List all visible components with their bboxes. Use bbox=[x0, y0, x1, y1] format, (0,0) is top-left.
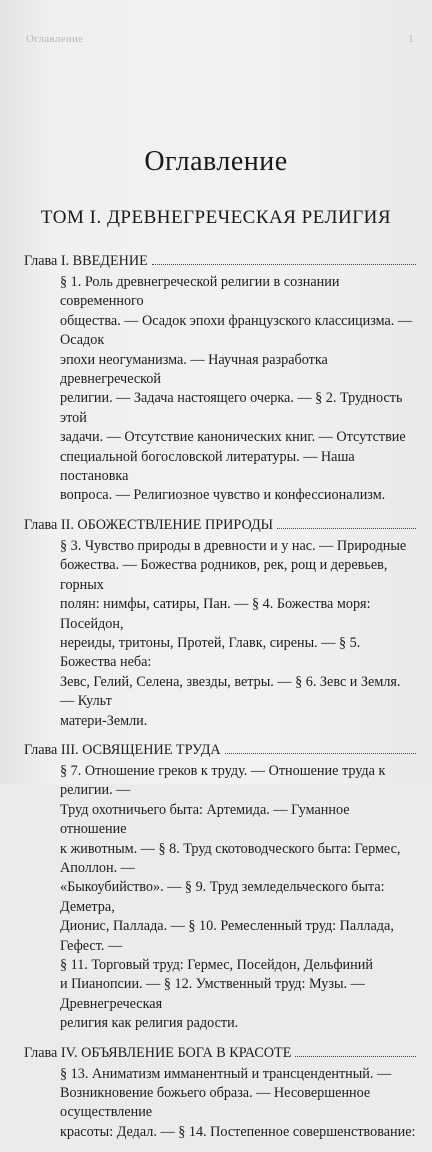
volume-heading: ТОМ I. ДРЕВНЕГРЕЧЕСКАЯ РЕЛИГИЯ bbox=[40, 207, 392, 228]
summary-line: вопроса. — Религиозное чувство и конфессионализм. bbox=[60, 487, 386, 504]
summary-line: полян: нимфы, сатиры, Пан. — § 4. Божества моря: Посейдон, bbox=[60, 596, 371, 632]
summary-line: § 13. Аниматизм имманентный и трансцендентный. — bbox=[60, 1065, 392, 1082]
summary-line: божества. — Божества родников, рек, рощ и деревьев, горных bbox=[60, 557, 388, 593]
summary-line: Возникновение божьего образа. — Несовершенное осуществление bbox=[60, 1085, 371, 1121]
chapter-summary bbox=[24, 762, 418, 1034]
summary-line: религии. — Задача настоящего очерка. — § 2. Трудность этой bbox=[60, 390, 403, 426]
summary-line: красоты: Дедал. — § 14. Постепенное совершенствование: bbox=[60, 1123, 416, 1140]
summary-line: «Быкоубийство». — § 9. Труд земледельческого быта: Деметра, bbox=[60, 879, 385, 915]
summary-line: религия как религия радости. bbox=[60, 1015, 239, 1032]
summary-line: § 11. Торговый труд: Гермес, Посейдон, Дельфиний bbox=[60, 957, 373, 973]
dot-leader bbox=[152, 264, 416, 265]
chapter-title: Глава I. ВВЕДЕНИЕ bbox=[24, 253, 148, 269]
table-of-contents bbox=[24, 252, 418, 1152]
chapter-summary bbox=[24, 1065, 418, 1143]
summary-line: задачи. — Отсутствие канонических книг. — Отсутствие bbox=[60, 429, 406, 446]
chapter-2 bbox=[24, 516, 418, 731]
summary-line: Дионис, Паллада. — § 10. Ремесленный труд: Паллада, Гефест. — bbox=[60, 918, 394, 954]
chapter-summary bbox=[24, 537, 418, 731]
summary-line: специальной богословской литературы. — Наша постановка bbox=[60, 448, 355, 485]
chapter-title: Глава III. ОСВЯЩЕНИЕ ТРУДА bbox=[24, 741, 221, 758]
chapter-4 bbox=[24, 1044, 418, 1143]
dot-leader bbox=[295, 1056, 416, 1057]
summary-line: общества. — Осадок эпохи французского классицизма. — Осадок bbox=[60, 312, 413, 349]
summary-line: § 1. Роль древнегреческой религии в сознании современного bbox=[60, 274, 340, 310]
chapter-heading[interactable] bbox=[24, 252, 418, 270]
chapter-title: Глава IV. ОБЪЯВЛЕНИЕ БОГА В КРАСОТЕ bbox=[24, 1044, 292, 1061]
page-title: Оглавление bbox=[144, 146, 288, 177]
chapter-summary bbox=[24, 273, 418, 506]
summary-line: Труд охотничьего быта: Артемида. — Гуманное отношение bbox=[60, 801, 350, 838]
dot-leader bbox=[277, 528, 416, 529]
chapter-title: Глава II. ОБОЖЕСТВЛЕНИЕ ПРИРОДЫ bbox=[24, 516, 274, 533]
chapter-heading[interactable] bbox=[24, 741, 418, 759]
chapter-1 bbox=[24, 252, 418, 506]
dot-leader bbox=[225, 753, 416, 754]
running-head-left: Оглавление bbox=[26, 33, 84, 45]
running-head bbox=[0, 28, 432, 50]
chapter-heading[interactable] bbox=[24, 516, 418, 534]
summary-line: § 7. Отношение греков к труду. — Отношение труда к религии. — bbox=[60, 762, 386, 799]
summary-line: § 3. Чувство природы в древности и у нас. — Природные bbox=[60, 537, 407, 554]
chapter-3 bbox=[24, 741, 418, 1034]
summary-line: нереиды, тритоны, Протей, Главк, сирены. — § 5. Божества неба: bbox=[60, 634, 361, 671]
summary-line: и Пианопсии. — § 12. Умственный труд: Музы. — Древнегреческая bbox=[60, 976, 365, 1012]
running-head-page-number: 1 bbox=[408, 33, 414, 45]
summary-line: эпохи неогуманизма. — Научная разработка древнегреческой bbox=[60, 351, 328, 388]
summary-line: матери-Земли. bbox=[60, 712, 148, 729]
summary-line: к животным. — § 8. Труд скотоводческого быта: Гермес, Аполлон. — bbox=[60, 840, 401, 876]
chapter-heading[interactable] bbox=[24, 1044, 418, 1062]
summary-line: Зевс, Гелий, Селена, звезды, ветры. — § 6. Зевс и Земля. — Культ bbox=[60, 673, 401, 710]
